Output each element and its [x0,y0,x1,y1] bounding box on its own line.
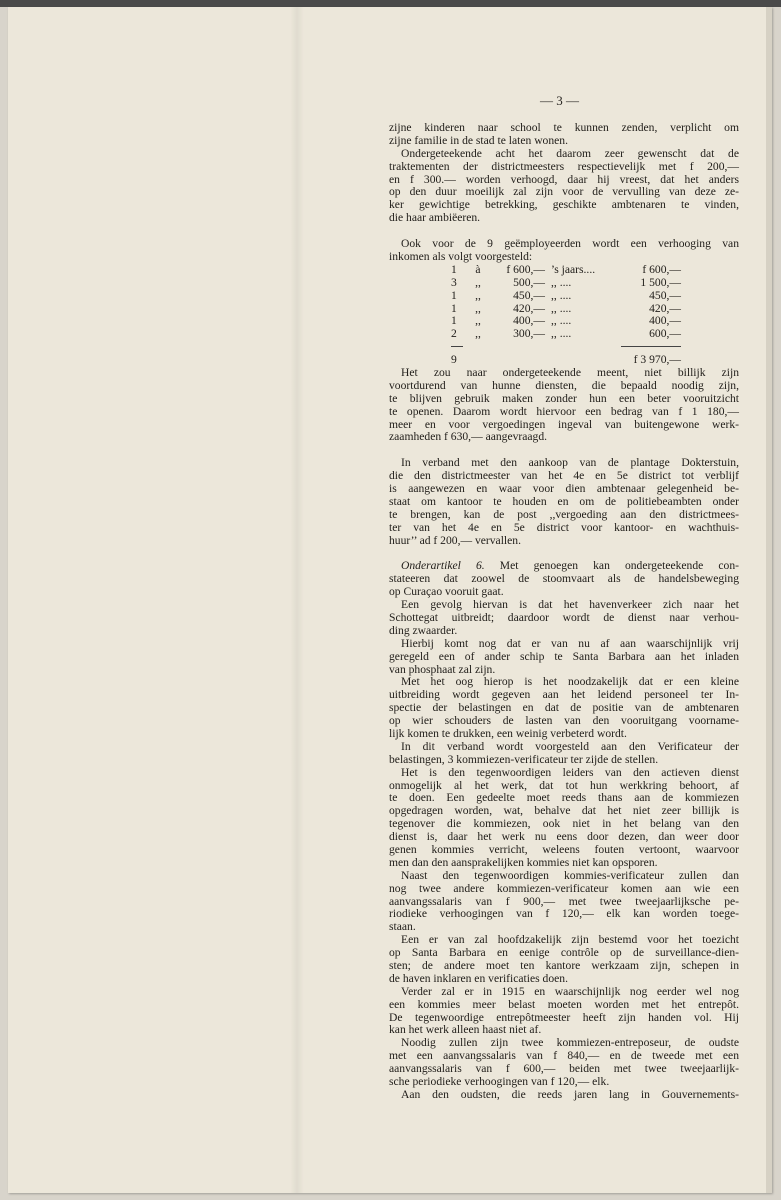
page-number: — 3 — [540,93,579,108]
text-line: uitbreiding wordt gegeven aan het leidend personeel ter In- [389,688,739,702]
paragraph-billijk [389,367,739,444]
intro-paragraph [389,122,739,148]
text-line: Het zou naar ondergeteekende meent, niet billijk zijn [401,366,739,380]
text-line: staan. [389,920,416,934]
text-line: meer en voor vergoedingen ingeval van buitengewone werk- [389,417,739,431]
employee-count: 1 [451,314,457,328]
salary-amount: 500,— [513,275,545,289]
salary-total: 600,— [649,327,681,341]
empty-cell [491,341,551,354]
text-line: te openen. Daarom wordt hiervoor een bedrag van f 1 180,— [389,404,739,418]
salary-unit: ,, .... [551,327,572,341]
sum-total: f 3 970,— [633,353,681,367]
salary-amount: 400,— [513,314,545,328]
text-line: genen kommies verricht, weleens fouten vertoont, waarvoor [389,842,739,856]
salary-total: f 600,— [642,262,681,276]
table-row [451,277,681,290]
ditto-mark: ,, [475,288,481,302]
text-line: te brengen, kan de post ,,vergoeding aan den districtmees- [389,507,739,521]
text-line: op Curaçao vooruit gaat. [389,585,504,599]
text-line: te doen. Een gedeelte moet reeds thans aan de kommiezen [389,791,739,805]
text-line: onmogelijk al het werk, dat tot hun werkkring behoort, af [389,778,739,792]
text-line: Ondergeteekende acht het daarom zeer gewenscht dat de [401,146,739,160]
paper-fold [290,7,304,1193]
text-line: stateeren dat zoowel de stoomvaart als de handelsbeweging [389,572,739,586]
salary-amount: f 600,— [506,262,545,276]
salary-amount: 450,— [513,288,545,302]
employee-count: 2 [451,327,457,341]
text-line: met een aanvangssalaris van f 840,— en de tweede met een [389,1049,739,1063]
paragraph-districtmeesters [389,148,739,225]
paragraph [389,599,739,638]
salary-amount: 420,— [513,301,545,315]
ditto-mark: ,, [475,314,481,328]
ditto-mark: ,, [475,301,481,315]
text-line: ker gewichtige betrekking, geschikte ambtenaren te vinden, [389,198,739,212]
text-line: spectie der belastingen en dat de positie van de ambtenaren [389,701,739,715]
paragraph [389,870,739,934]
text-line: Naast den tegenwoordigen kommies-verificateur zullen dan [401,868,739,882]
text-line: ter van het 4e en 5e district voor kantoor- en wachthuis- [389,520,739,534]
salary-total: 1 500,— [640,275,681,289]
text-line: Hierbij komt nog dat er van nu af aan waarschijnlijk vrij [401,636,739,650]
text-line: nog twee andere kommiezen-verificateur komen aan wie een [389,881,739,895]
text-line: Schottegat uitbreidt; daardoor wordt de dienst naar verhou- [389,610,739,624]
text-line: opgedragen worden, wat, behalve dat het niet zeer billijk is [389,804,739,818]
empty-cell [465,341,491,354]
text-line: op den duur moeilijk zal zijn voor de vervulling van deze ze- [389,185,739,199]
text-line: Noodig zullen zijn twee kommiezen-entreposeur, de oudste [401,1036,739,1050]
salary-unit: ,, .... [551,314,572,328]
text-line: zijne kinderen naar school te kunnen zenden, verplicht om [389,121,739,134]
text-line: aanvangssalaris van f 900,— met twee tweejaarlijksche pe- [389,894,739,908]
text-line: lijk komen te drukken, een weinig verbeterd wordt. [389,726,627,740]
salary-unit: ,, .... [551,301,572,315]
text-line: In verband met den aankoop van de plantage Dokterstuin, [401,456,739,470]
text-line: op wier schouders de lasten van den vooruitgang voorname- [389,714,739,728]
text-line: kan het werk alleen haast niet af. [389,1023,542,1037]
ditto-mark: ,, [475,327,481,341]
text-line: Verder zal er in 1915 en waarschijnlijk nog eerder wel nog [401,984,739,998]
sum-count: 9 [451,353,457,367]
text-line: traktementen der districtmeesters respectievelijk met f 200,— [389,159,739,173]
text-line: voortdurend van hunne diensten, die bepaald noodig zijn, [389,378,739,392]
paragraph [389,638,739,677]
text-line: aanvangssalaris van f 600,— beiden met twee tweejaarlijk- [389,1062,739,1076]
onderartikel-label: Onderartikel 6. [401,559,485,573]
text-column [389,122,739,1102]
text-line: Met het oog hierop is het noodzakelijk dat er een kleine [401,675,739,689]
paragraph [389,934,739,986]
salary-amount: 300,— [513,327,545,341]
salary-unit: ,, .... [551,288,572,302]
text-line: ding zwaarder. [389,623,458,637]
salary-table [451,264,681,367]
page-edge [766,7,772,1193]
paragraph-onderartikel-6 [389,560,739,599]
empty-cell [551,341,621,354]
employee-count: 3 [451,275,457,289]
paragraph [389,1089,739,1102]
text-line: staat om kantoor te houden en om de politiebeambten onder [389,494,739,508]
text-line: Een er van zal hoofdzakelijk zijn bestemd voor het toezicht [401,933,739,947]
text-line: dienst is, daar het werk nu eens door dezen, dan weer door [389,830,739,844]
text-span: Met genoegen kan ondergeteekende con- [484,559,740,573]
paragraph [389,676,739,740]
text-line: sche periodieke verhoogingen van f 120,— elk. [389,1075,610,1089]
text-line: In dit verband wordt voorgesteld aan den Verificateur der [401,739,739,753]
paragraph-dokterstuin [389,457,739,547]
text-line: Een gevolg hiervan is dat het havenverkeer zich naar het [401,598,739,612]
text-line: inkomen als volgt voorgesteld: [389,249,533,263]
text-line: zaamheden f 630,— aangevraagd. [389,430,548,444]
employee-count: 1 [451,288,457,302]
text-line: zijne familie in de stad te laten wonen. [389,133,568,147]
paragraph [389,986,739,1038]
text-line: die haar ambiëeren. [389,211,481,225]
table-row [451,328,681,341]
scan-border [0,0,781,7]
text-line: tegenover die kommiezen, ook niet in het belang van den [389,817,739,831]
text-line: op Santa Barbara en eenige contrôle op de surveillance-dien- [389,946,739,960]
text-line: van phosphaat zal zijn. [389,662,496,676]
text-line: huur’’ ad f 200,— vervallen. [389,533,521,547]
text-line: Aan den oudsten, die reeds jaren lang in Gouvernements- [401,1087,739,1101]
paragraph [389,767,739,870]
salary-unit: ,, .... [551,275,572,289]
text-line: te blijven gebruik maken zonder hun een beter vooruitzicht [389,391,739,405]
text-line: De tegenwoordige entrepôtmeester heeft zijn handen vol. Hij [389,1010,739,1024]
text-line: men dan den aansprakelijken kommies niet kan opsporen. [389,855,658,869]
ditto-mark: à [475,262,481,276]
text-line: geregeld een of ander schip te Santa Barbara aan het inladen [389,649,739,663]
text-line: Ook voor de 9 geëmployeerden wordt een verhooging van [401,237,739,251]
ditto-mark: ,, [475,275,481,289]
paragraph [389,741,739,767]
text-line: de haven inklaren en verificaties doen. [389,971,568,985]
text-line: een kommies meer belast moeten worden met het entrepôt. [389,997,739,1011]
text-line: is aangewezen en waar voor dien ambtenaar gelegenheid be- [389,482,739,496]
employee-count: 1 [451,262,457,276]
text-line: riodieke verhoogingen van f 120,— elk kan worden toege- [389,907,739,921]
salary-total: 450,— [649,288,681,302]
text-line: Het is den tegenwoordigen leiders van den actieven dienst [401,765,739,779]
table-row [451,264,681,277]
salary-total: 400,— [649,314,681,328]
rule [621,346,681,347]
paragraph-inspectie-belastingen [389,599,739,1102]
text-line: sten; de andere moet ten kantore werkzaam zijn, schepen in [389,959,739,972]
paragraph-geemployeerden [389,238,739,264]
rule [451,346,463,347]
employee-count: 1 [451,301,457,315]
text-line: die den districtmeester van het 4e en 5e district tot verblijf [389,469,739,483]
salary-unit: ’s jaars.... [551,262,596,276]
text-line: belastingen, 3 kommiezen-verificateur ter zijde de stellen. [389,752,659,766]
table-row [451,290,681,303]
paragraph [389,1037,739,1089]
text-line: en f 300.— worden verhoogd, daar hij vreest, dat het anders [389,172,739,186]
salary-total: 420,— [649,301,681,315]
